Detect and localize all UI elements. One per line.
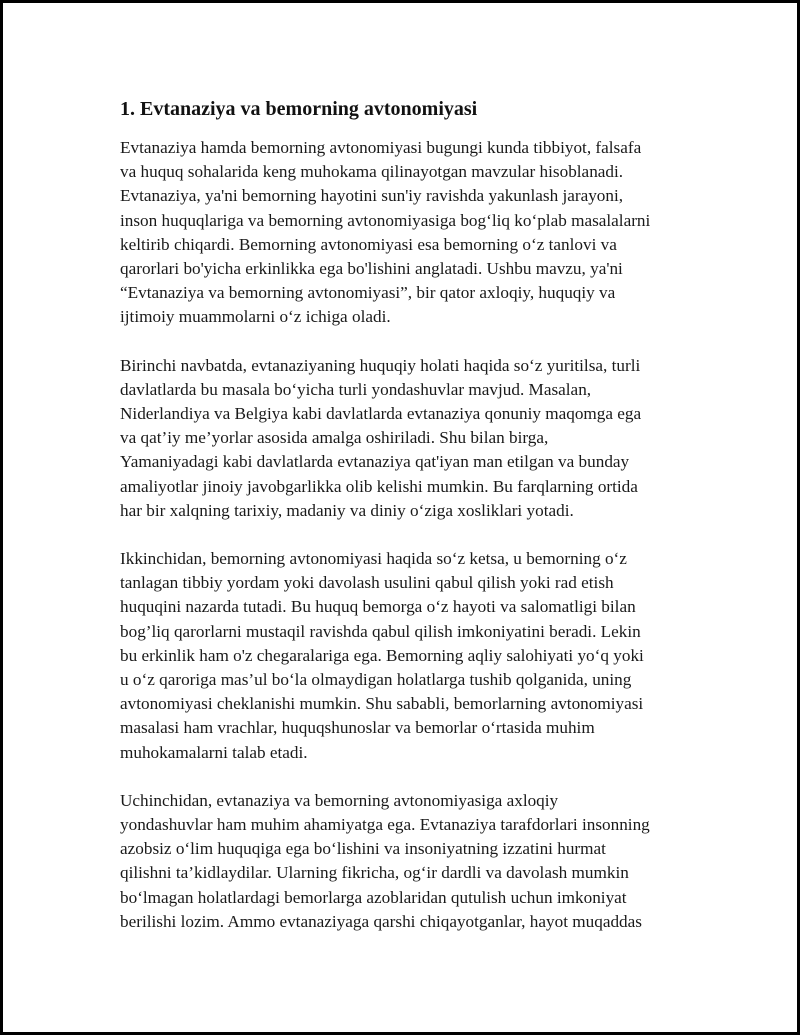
- paragraph-legal-status: Birinchi navbatda, evtanaziyaning huquqiy holati haqida so‘z yuritilsa, turli davlatlarda bu masala bo‘yicha turli yondashuvlar mavjud. Masalan, Niderlandiya va Belgiya kabi davlatlarda evtanaziya qonuniy maqomga ega va qat’iy me’yorlar asosida amalga oshiriladi. Shu bilan birga, Yamaniyadagi kabi davlatlarda evtanaziya qat'iyan man etilgan va bunday amaliyotlar jinoiy javobgarlikka olib kelishi mumkin. Bu farqlarning ortida har bir xalqning tarixiy, madaniy va diniy o‘ziga xosliklari yotadi.: [120, 355, 642, 520]
- paragraph-intro: Evtanaziya hamda bemorning avtonomiyasi bugungi kunda tibbiyot, falsafa va huquq sohalarida keng muhokama qilinayotgan mavzular hisoblanadi. Evtanaziya, ya'ni bemorning hayotini sun'iy ravishda yakunlash jarayoni, inson huquqlariga va bemorning avtonomiyasiga bog‘liq ko‘plab masalalarni keltirib chiqardi. Bemorning avtonomiyasi esa bemorning o‘z tanlovi va qarorlari bo'yicha erkinlikka ega bo'lishini anglatadi. Ushbu mavzu, ya'ni “Evtanaziya va bemorning avtonomiyasi”, bir qator axloqiy, huquqiy va ijtimoiy muammolarni o‘z ichiga oladi.: [120, 138, 651, 327]
- document-body: [120, 95, 690, 958]
- paragraph-patient-autonomy: Ikkinchidan, bemorning avtonomiyasi haqida so‘z ketsa, u bemorning o‘z tanlagan tibbiy yordam yoki davolash usulini qabul qilish yoki rad etish huquqini nazarda tutadi. Bu huquq bemorga o‘z hayoti va salomatligi bilan bog’liq qarorlarni mustaqil ravishda qabul qilish imkoniyatini beradi. Lekin bu erkinlik ham o'z chegaralariga ega. Bemorning aqliy salohiyati yo‘q yoki u o‘z qaroriga mas’ul bo‘la olmaydigan holatlarga tushib qolganida, uning avtonomiyasi cheklanishi mumkin. Shu sababli, bemorlarning avtonomiyasi masalasi ham vrachlar, huquqshunoslar va bemorlar o‘rtasida muhim muhokamalarni talab etadi.: [120, 549, 644, 762]
- section-heading: 1. Evtanaziya va bemorning avtonomiyasi: [120, 98, 478, 120]
- paragraph-ethical-approaches: Uchinchidan, evtanaziya va bemorning avtonomiyasiga axloqiy yondashuvlar ham muhim ahamiyatga ega. Evtanaziya tarafdorlari insonning azobsiz o‘lim huquqiga ega bo‘lishini va insoniyatning izzatini hurmat qilishni ta’kidlaydilar. Ularning fikricha, og‘ir dardli va davolash mumkin bo‘lmagan holatlardagi bemorlarga azoblaridan qutulish uchun imkoniyat berilishi lozim. Ammo evtanaziyaga qarshi chiqayotganlar, hayot muqaddas: [120, 790, 650, 931]
